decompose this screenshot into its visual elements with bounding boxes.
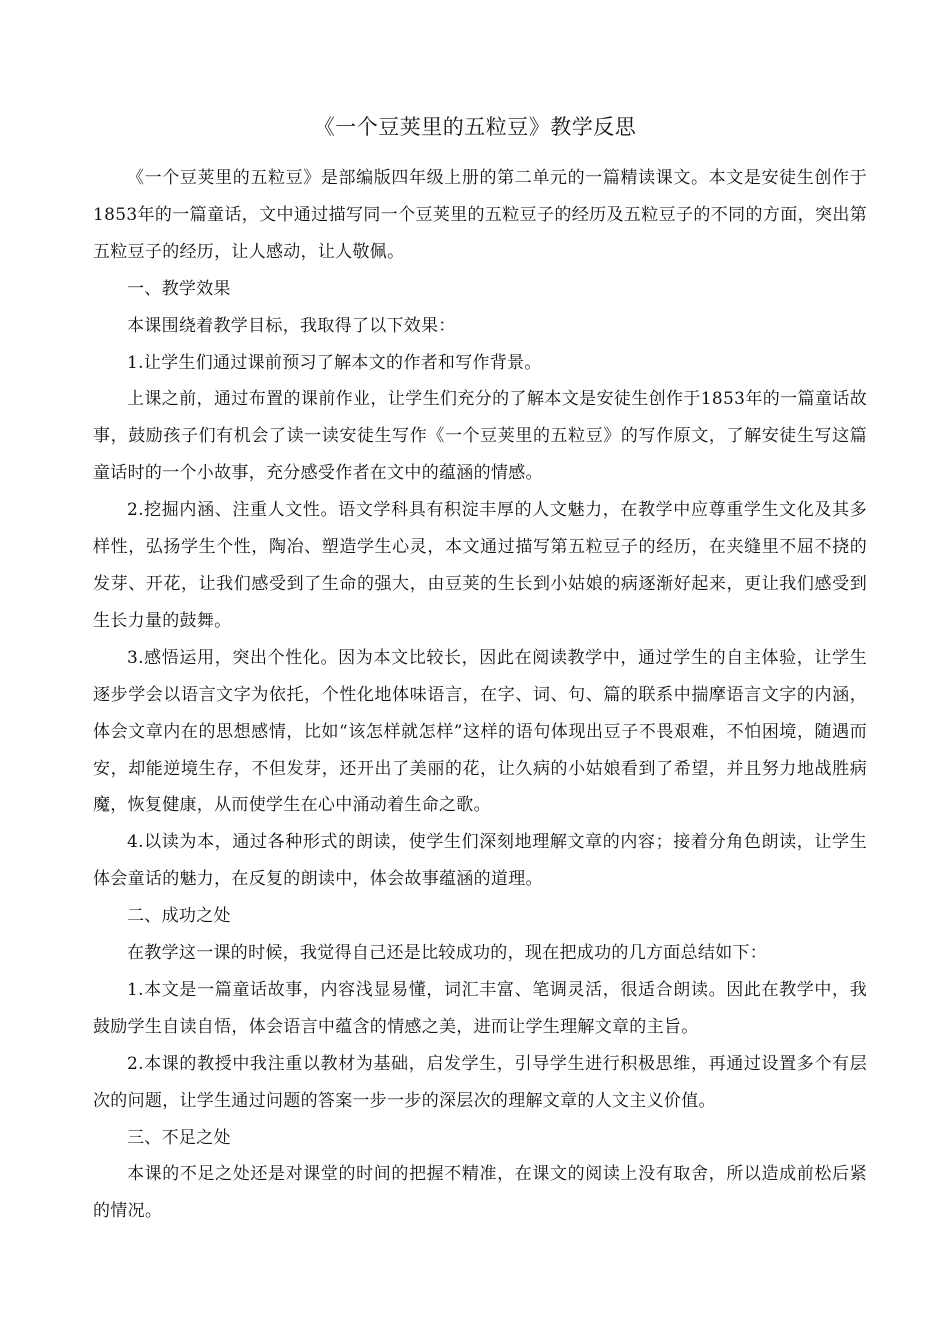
list-item: 3.感悟运用，突出个性化。因为本文比较长，因此在阅读教学中，通过学生的自主体验，让学生逐步学会以语言文字为依托，个性化地体味语言，在字、词、句、篇的联系中揣摩语言文字的内涵，体会文章内在的思想感情，比如“该怎样就怎样”这样的语句体现出豆子不畏艰难，不怕困境，随遇而安，却能逆境生存，不但发芽，还开出了美丽的花，让久病的小姑娘看到了希望，并且努力地战胜病魔，恢复健康，从而使学生在心中涌动着生命之歌。 (93, 647, 867, 816)
section-heading-teaching-effect: 一、教学效果 (127, 278, 231, 299)
paragraph: 在教学这一课的时候，我觉得自己还是比较成功的，现在把成功的几方面总结如下： (127, 943, 768, 964)
document-title: 《一个豆荚里的五粒豆》教学反思 (313, 115, 637, 139)
paragraph: 上课之前，通过布置的课前作业，让学生们充分的了解本文是安徒生创作于1853年的一篇童话故事，鼓励孩子们有机会了读一读安徒生写作《一个豆荚里的五粒豆》的写作原文，了解安徒生写这篇童话时的一个小故事，充分感受作者在文中的蕴涵的情感。 (93, 389, 867, 484)
document-body (93, 160, 867, 1230)
list-item: 2.本课的教授中我注重以教材为基础，启发学生，引导学生进行积极思维，再通过设置多个有层次的问题，让学生通过问题的答案一步一步的深层次的理解文章的人文主义价值。 (93, 1053, 867, 1111)
list-item: 4.以读为本，通过各种形式的朗读，使学生们深刻地理解文章的内容；接着分角色朗读，让学生体会童话的魅力，在反复的朗读中，体会故事蕴涵的道理。 (93, 832, 867, 890)
list-item: 2.挖掘内涵、注重人文性。语文学科具有积淀丰厚的人文魅力，在教学中应尊重学生文化及其多样性，弘扬学生个性，陶冶、塑造学生心灵，本文通过描写第五粒豆子的经历，在夹缝里不屈不挠的发芽、开花，让我们感受到了生命的强大，由豆荚的生长到小姑娘的病逐渐好起来，更让我们感受到生长力量的鼓舞。 (93, 500, 867, 631)
intro-paragraph: 《一个豆荚里的五粒豆》是部编版四年级上册的第二单元的一篇精读课文。本文是安徒生创作于1853年的一篇童话，文中通过描写同一个豆荚里的五粒豆子的经历及五粒豆子的不同的方面，突出第五粒豆子的经历，让人感动，让人敬佩。 (93, 168, 867, 262)
section-heading-shortcomings: 三、不足之处 (127, 1127, 231, 1148)
section-heading-successes: 二、成功之处 (127, 906, 231, 927)
list-item: 1.让学生们通过课前预习了解本文的作者和写作背景。 (127, 352, 542, 373)
list-item: 1.本文是一篇童话故事，内容浅显易懂，词汇丰富、笔调灵活，很适合朗读。因此在教学中，我鼓励学生自读自悟，体会语言中蕴含的情感之美，进而让学生理解文章的主旨。 (93, 979, 867, 1037)
paragraph: 本课的不足之处还是对课堂的时间的把握不精准，在课文的阅读上没有取舍，所以造成前松后紧的情况。 (93, 1164, 867, 1222)
paragraph: 本课围绕着教学目标，我取得了以下效果： (127, 315, 456, 336)
